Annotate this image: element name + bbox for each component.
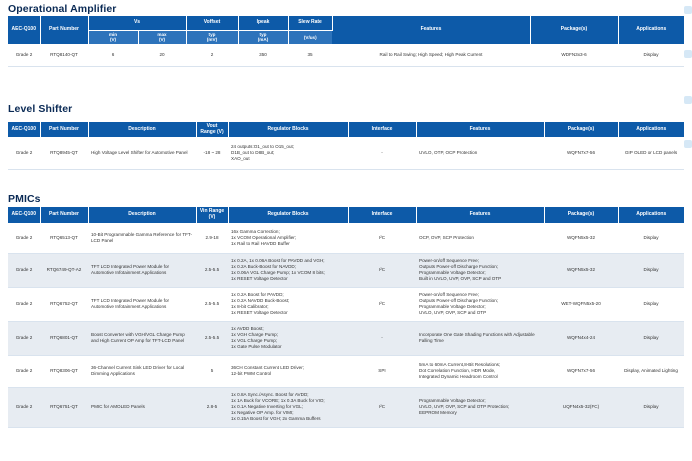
header-applications: Applications: [618, 207, 684, 223]
level-shifter-table: [8, 122, 684, 170]
header-aec: AEC-Q100: [8, 207, 40, 223]
header-voffset: Voffset: [186, 16, 238, 30]
header-description: Description: [88, 122, 196, 137]
header-features: Features: [416, 207, 544, 223]
table-row: Grade 2 RTQ8140-QT 6 20 2 350 35 Rail to Rail Swing; High Speed; High Peak Current WDFN3x3-6 Display: [8, 44, 684, 66]
header-description: Description: [88, 207, 196, 223]
section-title-opamp: Operational Amplifier: [8, 3, 117, 15]
table-row: Grade 2 RTQ6513-QT 10-Bit Programmable Gamma Reference for TFT-LCD Panel 2.9-18 16x Gamma Correction; 1x VCOM Operational Amplifier; 1x Rail to Rail HAVDD Buffer I²C OCP, OVP, SCP Protection WQFN5x5-32 Display: [8, 223, 684, 253]
header-aec: AEC-Q100: [8, 122, 40, 137]
header-vin-range: Vin Range (V): [196, 207, 228, 223]
header-part-number: Part Number: [40, 122, 88, 137]
opamp-table: [8, 16, 684, 67]
header-vs-min: min (V): [88, 30, 138, 44]
header-package: Package(s): [544, 122, 618, 137]
header-part-number: Part Number: [40, 207, 88, 223]
header-part-number: Part Number: [40, 16, 88, 44]
header-vs-max: max (V): [138, 30, 186, 44]
header-voffset-typ: typ (mV): [186, 30, 238, 44]
header-ipeak-typ: typ (mA): [238, 30, 288, 44]
header-interface: Interface: [348, 207, 416, 223]
pmic-table: [8, 207, 684, 428]
header-ipeak: Ipeak: [238, 16, 288, 30]
header-features: Features: [332, 16, 530, 44]
table-row: Grade 2 RTQ6752-QT TFT LCD Integrated Power Module for Automotive Infotainment Applications 2.5-5.5 1x 0.2A Boost for PAVDD; 1x 0.2A NAVDD Buck-Boost; 1x 8-bit Calibrator; 1x RESET Voltage Detector I²C Power-on/off Sequence Free; Outputs Power-off Discharge Function; Programmable Voltage Detector; UVLO, UVP, OVP, SCP and OTP WET-WQFN5x5-20 Display: [8, 287, 684, 321]
header-regulator-blocks: Regulator Blocks: [228, 207, 348, 223]
table-row: Grade 2 RTQ8945-QT High Voltage Level Shifter for Automotive Panel -18 ~ 28 24 outputs:O1_out to O15_out; D1B_out to D8B_out; XAO_out - UVLO, OTP, OCP Protection WQFN7x7-56 GIP OLED or LCD panels: [8, 137, 684, 169]
header-package: Package(s): [544, 207, 618, 223]
header-interface: Interface: [348, 122, 416, 137]
header-aec: AEC-Q100: [8, 16, 40, 44]
header-slew-unit: (V/us): [288, 30, 332, 44]
header-applications: Applications: [618, 16, 684, 44]
header-vout-range: Vout Range (V): [196, 122, 228, 137]
table-row: Grade 2 RTQ6749-QT-A2 TFT LCD Integrated Power Module for Automotive Infotainment Applications 2.5-5.5 1x 0.2A, 1x 0.06A Boost for PAVDD and VGH; 1x 0.2A Buck-Boost for NAVDD; 1x 0.06A VGL Charge Pump; 1x VCOM 8 bits; 1x RESET Voltage Detector I²C Power-on/off Sequence Free; Outputs Power-off Discharge Function; Programmable Voltage Detector; Built in UVLO, UVP, OVP, SCP and OTP WQFN5x5-32 Display: [8, 253, 684, 287]
header-features: Features: [416, 122, 544, 137]
table-row: Grade 2 RTQ8306-QT 36-Channel Current Sink LED Driver for Local Dimming Applications 5 36CH Constant Current LED Driver; 12-bit PWM Control SPI 5mA to 60mA Current,8-Bit Resolutions; Dot Correlation Function, HDR Mode, Integrated Dynamic Headroom Control WQFN7x7-56 Display, Animated Lighting: [8, 355, 684, 387]
header-slew: Slew Rate: [288, 16, 332, 30]
section-title-level-shifter: Level Shifter: [8, 103, 73, 115]
table-row: Grade 2 RTQ6751-QT PMIC for AMOLED Panels 2.8-5 1x 0.8A Sync./Async. Boost for AVDD; 1x 1A Buck for VCORE; 1x 0.3A Buck for VIO; 1x 0.1A Negative Inverting for VGL; 1x Negative OP Amp. for VIMI; 1x 0.15A Boost for VGH; 2x Gamma Buffers I²C Programmable Voltage Detector; UVLO, UVP, OVP, SCP and OTP Protection; EEPROM Memory UQFN4x5-32(FC) Display: [8, 387, 684, 427]
table-row: Grade 2 RTQ6801-QT Boost Converter with VGH/VGL Charge Pump and High Current OP Amp for TFT-LCD Panel 2.5-5.5 1x AVDD Boost; 1x VGH Charge Pump; 1x VGL Charge Pump; 1x Gate Pulse Modulator - Incorporate One Gate Shading Functions with Adjustable Falling Time WQFN4x4-24 Display: [8, 321, 684, 355]
header-vs: Vs: [88, 16, 186, 30]
header-regulator-blocks: Regulator Blocks: [228, 122, 348, 137]
section-title-pmics: PMICs: [8, 193, 41, 205]
header-applications: Applications: [618, 122, 684, 137]
header-package: Package(s): [530, 16, 618, 44]
